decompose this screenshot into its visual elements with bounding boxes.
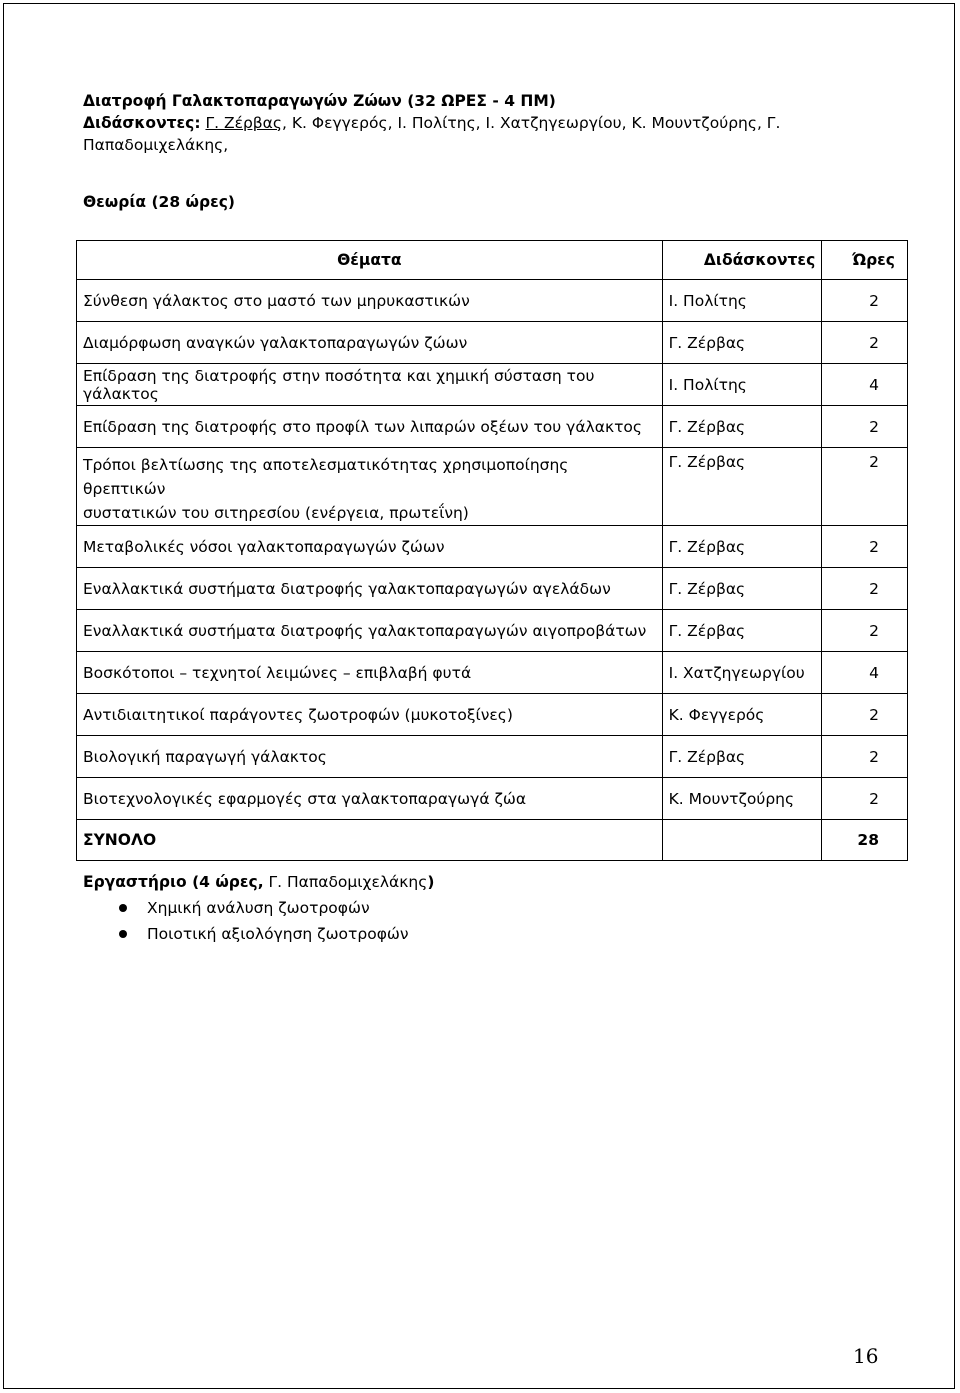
table-row xyxy=(77,322,908,364)
instructor-cell: Ι. Πολίτης xyxy=(662,280,822,322)
instructor-cell: Γ. Ζέρβας xyxy=(662,568,822,610)
hours-cell: 2 xyxy=(822,736,908,778)
lab-heading xyxy=(83,871,434,893)
topic-cell: Μεταβολικές νόσοι γαλακτοπαραγωγών ζώων xyxy=(77,526,663,568)
total-hours: 28 xyxy=(822,820,908,861)
instructor-cell: Ι. Χατζηγεωργίου xyxy=(662,652,822,694)
lab-item-text: Ποιοτική αξιολόγηση ζωοτροφών xyxy=(147,925,409,943)
bullet-icon xyxy=(119,904,127,912)
instructors-label: Διδάσκοντες: xyxy=(83,114,201,132)
table-row xyxy=(77,694,908,736)
hours-cell: 2 xyxy=(822,322,908,364)
lab-heading-bold: Εργαστήριο (4 ώρες, xyxy=(83,873,264,891)
hours-cell: 2 xyxy=(822,526,908,568)
table-row xyxy=(77,364,908,406)
topic-cell: Εναλλακτικά συστήματα διατροφής γαλακτοπαραγωγών αιγοπροβάτων xyxy=(77,610,663,652)
instructor-cell: Γ. Ζέρβας xyxy=(662,526,822,568)
hours-cell: 2 xyxy=(822,610,908,652)
topic-cell: Σύνθεση γάλακτος στο μαστό των μηρυκαστικών xyxy=(77,280,663,322)
theory-heading: Θεωρία (28 ώρες) xyxy=(83,193,235,211)
topic-cell: Βοσκότοποι – τεχνητοί λειμώνες – επιβλαβή φυτά xyxy=(77,652,663,694)
course-title: Διατροφή Γαλακτοπαραγωγών Ζώων (32 ΩΡΕΣ - 4 ΠΜ) xyxy=(83,92,556,110)
bullet-icon xyxy=(119,930,127,938)
instructor-cell: Γ. Ζέρβας xyxy=(662,736,822,778)
topic-cell: Βιολογική παραγωγή γάλακτος xyxy=(77,736,663,778)
topic-cell: Αντιδιαιτητικοί παράγοντες ζωοτροφών (μυκοτοξίνες) xyxy=(77,694,663,736)
topic-cell: Επίδραση της διατροφής στην ποσότητα και χημική σύσταση του γάλακτος xyxy=(77,364,663,406)
list-item xyxy=(83,895,409,921)
total-row xyxy=(77,820,908,861)
col-header-topics: Θέματα xyxy=(77,241,663,280)
lab-item-text: Χημική ανάλυση ζωοτροφών xyxy=(147,899,370,917)
instructors-rest: , Κ. Φεγγερός, Ι. Πολίτης, Ι. Χατζηγεωργίου, Κ. Μουντζούρης, Γ. xyxy=(282,114,781,132)
total-label: ΣΥΝΟΛΟ xyxy=(77,820,663,861)
theory-table xyxy=(76,240,908,861)
topic-cell xyxy=(77,448,663,526)
table-row xyxy=(77,568,908,610)
table-row xyxy=(77,406,908,448)
instructor-cell: Ι. Πολίτης xyxy=(662,364,822,406)
table-row xyxy=(77,778,908,820)
table-row xyxy=(77,652,908,694)
topic-cell: Διαμόρφωση αναγκών γαλακτοπαραγωγών ζώων xyxy=(77,322,663,364)
lab-heading-close: ) xyxy=(427,873,435,891)
total-instructor-cell xyxy=(662,820,822,861)
instructor-cell: Γ. Ζέρβας xyxy=(662,610,822,652)
list-item xyxy=(83,921,409,947)
table-row xyxy=(77,448,908,526)
table-header-row xyxy=(77,241,908,280)
topic-line-1: Τρόποι βελτίωσης της αποτελεσματικότητας χρησιμοποίησης θρεπτικών xyxy=(83,456,569,498)
topic-cell: Επίδραση της διατροφής στο προφίλ των λιπαρών οξέων του γάλακτος xyxy=(77,406,663,448)
hours-cell: 2 xyxy=(822,778,908,820)
table-row xyxy=(77,526,908,568)
hours-cell: 2 xyxy=(822,448,908,526)
topic-cell: Εναλλακτικά συστήματα διατροφής γαλακτοπαραγωγών αγελάδων xyxy=(77,568,663,610)
topic-line-2: συστατικών του σιτηρεσίου (ενέργεια, πρωτεΐνη) xyxy=(83,504,469,522)
instructor-cell: Γ. Ζέρβας xyxy=(662,406,822,448)
instructor-cell: Γ. Ζέρβας xyxy=(662,322,822,364)
col-header-hours: Ώρες xyxy=(822,241,908,280)
hours-cell: 4 xyxy=(822,652,908,694)
lab-heading-instructor: Γ. Παπαδομιχελάκης xyxy=(263,873,428,891)
instructor-cell: Κ. Μουντζούρης xyxy=(662,778,822,820)
col-header-instructors: Διδάσκοντες xyxy=(662,241,822,280)
hours-cell: 2 xyxy=(822,406,908,448)
instructors-line-2: Παπαδομιχελάκης, xyxy=(83,136,229,154)
topic-cell: Βιοτεχνολογικές εφαρμογές στα γαλακτοπαραγωγά ζώα xyxy=(77,778,663,820)
instructor-first: Γ. Ζέρβας xyxy=(205,114,282,132)
lab-items-list xyxy=(83,895,409,947)
table-row xyxy=(77,610,908,652)
hours-cell: 2 xyxy=(822,280,908,322)
hours-cell: 2 xyxy=(822,568,908,610)
instructor-cell: Κ. Φεγγερός xyxy=(662,694,822,736)
instructors-line xyxy=(83,112,780,134)
table-row xyxy=(77,736,908,778)
page-number: 16 xyxy=(853,1344,879,1368)
hours-cell: 4 xyxy=(822,364,908,406)
hours-cell: 2 xyxy=(822,694,908,736)
instructor-cell: Γ. Ζέρβας xyxy=(662,448,822,526)
table-row xyxy=(77,280,908,322)
